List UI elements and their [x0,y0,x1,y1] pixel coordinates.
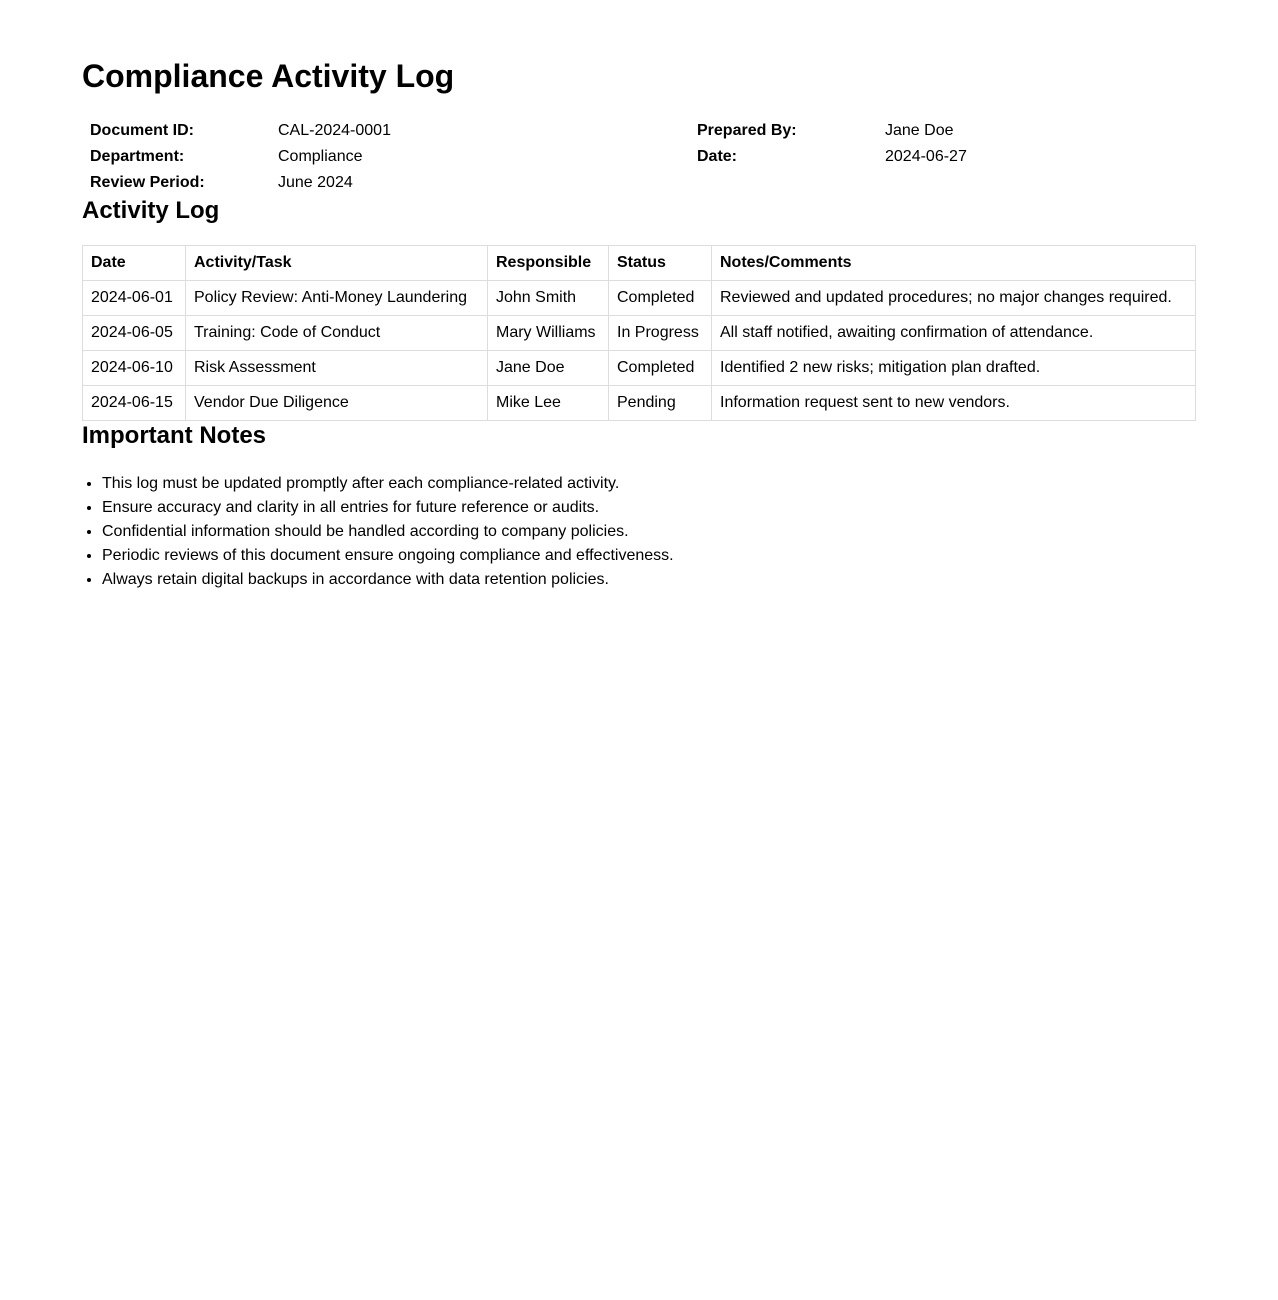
list-item: • Always retain digital backups in accordance with data retention policies. [102,568,1196,592]
cell-status: In Progress [609,316,712,351]
page-title: Compliance Activity Log [82,58,455,94]
column-header-notes: Notes/Comments [712,246,1196,281]
meta-row-department [82,144,689,170]
list-item: • Confidential information should be handled according to company policies. [102,520,1196,544]
column-header-responsible: Responsible [488,246,609,281]
list-item: • This log must be updated promptly after each compliance-related activity. [102,472,1196,496]
meta-label: Review Period: [90,174,205,191]
cell-activity: Vendor Due Diligence [186,386,488,421]
cell-status: Completed [609,351,712,386]
table-row [83,386,1196,421]
table-row [83,281,1196,316]
cell-notes: Reviewed and updated procedures; no major changes required. [712,281,1196,316]
cell-status: Completed [609,281,712,316]
document-meta [82,118,1196,196]
cell-notes: Information request sent to new vendors. [712,386,1196,421]
cell-activity: Risk Assessment [186,351,488,386]
meta-column-right [689,118,1196,196]
cell-activity: Policy Review: Anti-Money Laundering [186,281,488,316]
cell-status: Pending [609,386,712,421]
meta-value: Jane Doe [885,122,954,139]
cell-responsible: Jane Doe [488,351,609,386]
cell-responsible: Mike Lee [488,386,609,421]
cell-activity: Training: Code of Conduct [186,316,488,351]
list-item: • Periodic reviews of this document ensure ongoing compliance and effectiveness. [102,544,1196,568]
list-item: • Ensure accuracy and clarity in all entries for future reference or audits. [102,496,1196,520]
table-header-row [83,246,1196,281]
column-header-date: Date [83,246,186,281]
meta-value: 2024-06-27 [885,148,967,165]
meta-label: Date: [697,148,738,165]
meta-row-document-id [82,118,689,144]
cell-notes: All staff notified, awaiting confirmation of attendance. [712,316,1196,351]
column-header-activity: Activity/Task [186,246,488,281]
important-notes-heading: Important Notes [82,422,267,449]
meta-value: June 2024 [278,174,353,191]
cell-notes: Identified 2 new risks; mitigation plan drafted. [712,351,1196,386]
activity-log-heading: Activity Log [82,197,220,224]
cell-date: 2024-06-10 [83,351,186,386]
cell-date: 2024-06-05 [83,316,186,351]
table-row [83,351,1196,386]
cell-responsible: Mary Williams [488,316,609,351]
column-header-status: Status [609,246,712,281]
important-notes-list [82,472,1196,592]
meta-value: Compliance [278,148,363,165]
meta-value: CAL-2024-0001 [278,122,391,139]
meta-row-prepared-by [689,118,1196,144]
meta-row-review-period [82,170,689,196]
cell-responsible: John Smith [488,281,609,316]
meta-label: Department: [90,148,185,165]
cell-date: 2024-06-15 [83,386,186,421]
meta-label: Document ID: [90,122,194,139]
activity-log-table [82,245,1196,421]
meta-column-left [82,118,689,196]
meta-row-date [689,144,1196,170]
cell-date: 2024-06-01 [83,281,186,316]
meta-label: Prepared By: [697,122,797,139]
document-page [0,0,1278,592]
table-row [83,316,1196,351]
